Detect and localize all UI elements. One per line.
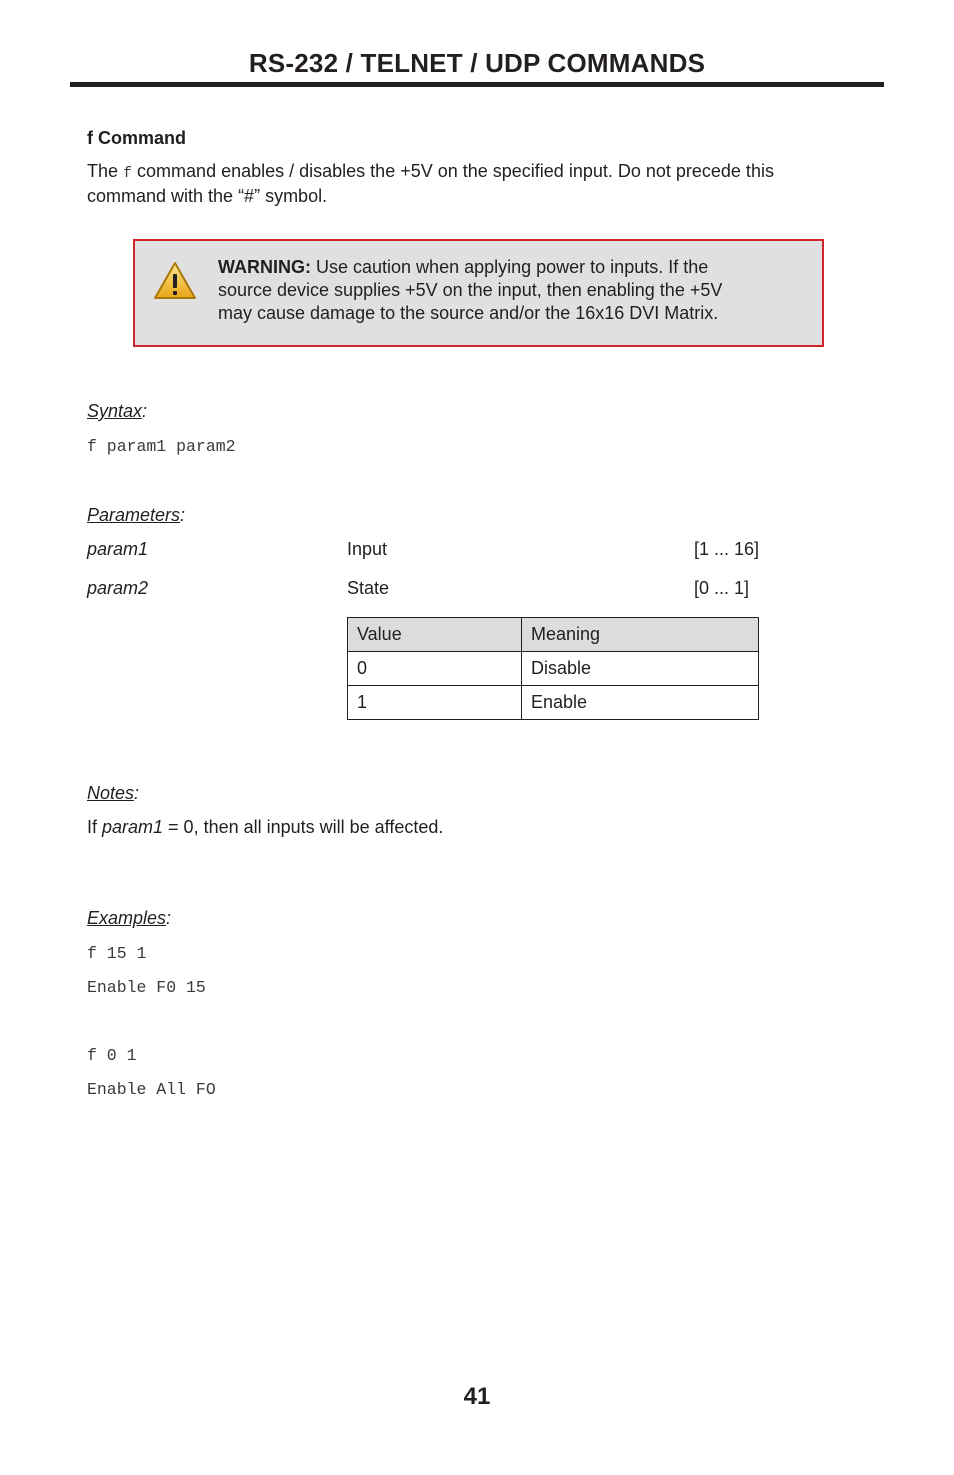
notes-pre: If <box>87 817 103 837</box>
example-line: Enable F0 15 <box>87 978 206 997</box>
description-line-1 <box>87 160 867 185</box>
notes-colon: : <box>134 783 140 803</box>
table-cell: 0 <box>348 652 522 686</box>
param1-name: param1 <box>87 539 149 559</box>
command-description <box>87 160 867 208</box>
page-number: 41 <box>463 1383 491 1410</box>
table-header-cell: Meaning <box>522 618 759 652</box>
syntax-colon: : <box>142 401 148 421</box>
parameters-colon: : <box>180 505 186 525</box>
example-line: Enable All FO <box>87 1080 216 1099</box>
example-line: f 0 1 <box>87 1046 137 1065</box>
notes-post: = 0, then all inputs will be affected. <box>163 817 444 837</box>
warning-line-1-rest: Use caution when applying power to inputs. If the <box>311 257 709 277</box>
warning-label: WARNING: <box>218 257 311 277</box>
parameters-heading <box>87 504 185 527</box>
page-title: RS-232 / TELNET / UDP COMMANDS <box>248 48 706 78</box>
value-table <box>347 617 759 720</box>
param2-desc: State <box>347 578 390 598</box>
desc-code: f <box>123 165 133 182</box>
examples-label: Examples <box>87 908 167 928</box>
table-row <box>348 652 759 686</box>
param1-desc: Input <box>347 539 388 559</box>
notes-heading <box>87 782 139 805</box>
examples-colon: : <box>166 908 172 928</box>
parameters-label: Parameters <box>87 505 181 525</box>
param1-range: [1 ... 16] <box>694 539 760 559</box>
syntax-heading <box>87 400 147 423</box>
table-header-row <box>348 618 759 652</box>
examples-heading <box>87 907 171 930</box>
notes-label: Notes <box>87 783 135 803</box>
warning-triangle-icon <box>152 260 198 302</box>
warning-text <box>218 256 798 325</box>
warning-line-3: may cause damage to the source and/or the 16x16 DVI Matrix. <box>218 303 719 323</box>
notes-param: param1 <box>102 817 164 837</box>
notes-text <box>87 816 443 839</box>
table-cell: 1 <box>348 686 522 720</box>
syntax-label: Syntax <box>87 401 143 421</box>
command-heading: f Command <box>87 128 186 148</box>
desc-rest: command enables / disables the +5V on the specified input. Do not precede this <box>132 161 774 181</box>
table-row <box>348 686 759 720</box>
header-rule <box>70 82 884 87</box>
table-cell: Enable <box>522 686 759 720</box>
warning-line-2: source device supplies +5V on the input, then enabling the +5V <box>218 280 723 300</box>
description-line-2: command with the “#” symbol. <box>87 186 328 206</box>
param2-name: param2 <box>87 578 149 598</box>
table-header-cell: Value <box>348 618 522 652</box>
param2-range: [0 ... 1] <box>694 578 750 598</box>
example-line: f 15 1 <box>87 944 147 963</box>
syntax-code: f param1 param2 <box>87 437 236 456</box>
warning-line-1 <box>218 256 798 279</box>
table-cell: Disable <box>522 652 759 686</box>
desc-pre: The <box>87 161 124 181</box>
